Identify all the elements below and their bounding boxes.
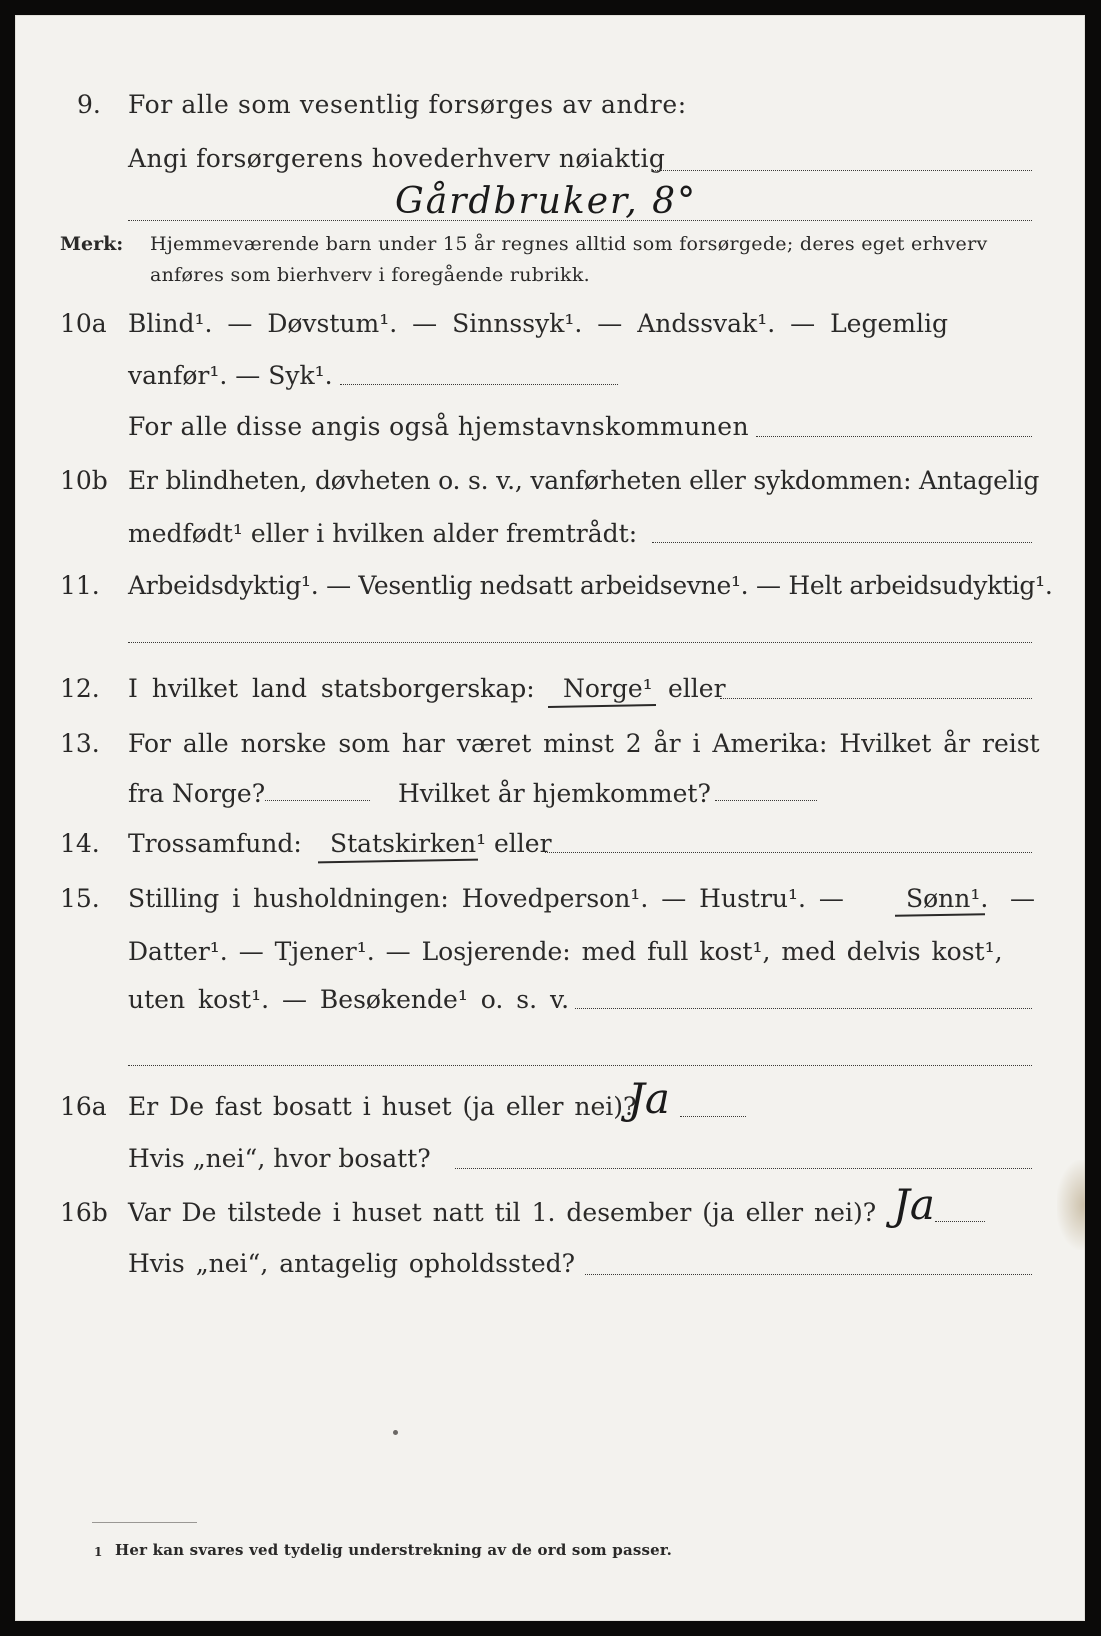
q15-text-line2: Datter¹. — Tjener¹. — Losjerende: med full kost¹, med delvis kost¹, — [128, 937, 1003, 966]
q10a-hjemstavn-line[interactable] — [756, 436, 1032, 437]
q9-text-line2: Angi forsørgerens hovederhverv nøiaktig — [128, 144, 666, 173]
q16b-text-line1: Var De tilstede i huset natt til 1. desember (ja eller nei)? — [128, 1198, 877, 1227]
q10b-text-line2: medfødt¹ eller i hvilken alder fremtrådt: — [128, 519, 638, 548]
q16b-number: 16b — [60, 1198, 108, 1227]
q11-text-line1: Arbeidsdyktig¹. — Vesentlig nedsatt arbeidsevne¹. — Helt arbeidsudyktig¹. — [128, 571, 1053, 600]
q9-answer-line2[interactable] — [128, 220, 1032, 221]
q16b-answer-line[interactable] — [935, 1221, 985, 1222]
q10a-text-line3: For alle disse angis også hjemstavnskommunen — [128, 412, 749, 441]
footnote-mark: 1 — [94, 1545, 103, 1559]
q16b-text-line2: Hvis „nei“, antagelig opholdssted? — [128, 1249, 576, 1278]
q10a-answer-line[interactable] — [340, 384, 618, 385]
q10b-answer-line[interactable] — [652, 542, 1032, 543]
merk-text-line2: anføres som bierhverv i foregående rubrikk. — [150, 264, 590, 286]
q9-number: 9. — [77, 90, 101, 119]
q15-choice-sonn[interactable]: Sønn¹. — [906, 884, 989, 913]
q9-answer-line[interactable] — [652, 170, 1032, 171]
q10b-text-line1: Er blindheten, døvheten o. s. v., vanførheten eller sykdommen: Antagelig — [128, 466, 1040, 495]
q15-text-line1a: Stilling i husholdningen: Hovedperson¹. — Hustru¹. — — [128, 884, 844, 913]
q15-answer-line[interactable] — [575, 1008, 1032, 1009]
merk-text-line1: Hjemmeværende barn under 15 år regnes alltid som forsørgede; deres eget erhverv — [150, 233, 988, 255]
census-form-page — [15, 15, 1085, 1621]
q14-choice-statskirken[interactable]: Statskirken¹ — [330, 829, 487, 858]
q11-answer-line[interactable] — [128, 642, 1032, 643]
q11-number: 11. — [60, 571, 100, 600]
q13-hjemkommet-line[interactable] — [715, 800, 817, 801]
ink-dot — [393, 1430, 398, 1435]
q16b-opholdssted-line[interactable] — [585, 1274, 1032, 1275]
q15-text-line1c: — — [1010, 884, 1035, 913]
page-edge-stain — [1057, 1160, 1085, 1250]
q13-reist-line[interactable] — [265, 800, 370, 801]
q15-text-line3: uten kost¹. — Besøkende¹ o. s. v. — [128, 985, 570, 1014]
q16a-bosatt-line[interactable] — [455, 1168, 1032, 1169]
q16a-text-line2: Hvis „nei“, hvor bosatt? — [128, 1144, 431, 1173]
q13-text-line2b: Hvilket år hjemkommet? — [398, 779, 711, 808]
footnote-text: Her kan svares ved tydelig understrekning av de ord som passer. — [115, 1541, 673, 1559]
q14-answer-line[interactable] — [545, 852, 1032, 853]
q15-answer-line2[interactable] — [128, 1065, 1032, 1066]
q12-choice-norge[interactable]: Norge¹ — [563, 674, 653, 703]
q10a-number: 10a — [60, 309, 107, 338]
q12-answer-line[interactable] — [720, 698, 1032, 699]
q12-number: 12. — [60, 674, 100, 703]
q16a-number: 16a — [60, 1092, 107, 1121]
q10a-text-line2: vanfør¹. — Syk¹. — [128, 361, 333, 390]
q16a-text-line1: Er De fast bosatt i huset (ja eller nei)? — [128, 1092, 637, 1121]
q14-number: 14. — [60, 829, 100, 858]
merk-label: Merk: — [60, 233, 124, 255]
q15-number: 15. — [60, 884, 100, 913]
footnote-rule — [92, 1522, 197, 1523]
q16a-answer-line[interactable] — [680, 1116, 746, 1117]
q13-number: 13. — [60, 729, 100, 758]
q13-text-line1: For alle norske som har været minst 2 år i Amerika: Hvilket år reist — [128, 729, 1040, 758]
q13-text-line2a: fra Norge? — [128, 779, 266, 808]
q9-text-line1: For alle som vesentlig forsørges av andre: — [128, 90, 687, 119]
q10b-number: 10b — [60, 466, 108, 495]
q9-handwritten-answer: Gårdbruker, 8° — [395, 181, 698, 222]
q12-text-prefix: I hvilket land statsborgerskap: — [128, 674, 535, 703]
q12-text-suffix: eller — [668, 674, 726, 703]
q16a-handwritten-answer: Ja — [628, 1074, 670, 1123]
q16b-handwritten-answer: Ja — [893, 1180, 935, 1229]
q14-text-prefix: Trossamfund: — [128, 829, 302, 858]
q10a-text-line1: Blind¹. — Døvstum¹. — Sinnssyk¹. — Andssvak¹. — Legemlig — [128, 309, 948, 338]
q14-text-suffix: eller — [494, 829, 552, 858]
